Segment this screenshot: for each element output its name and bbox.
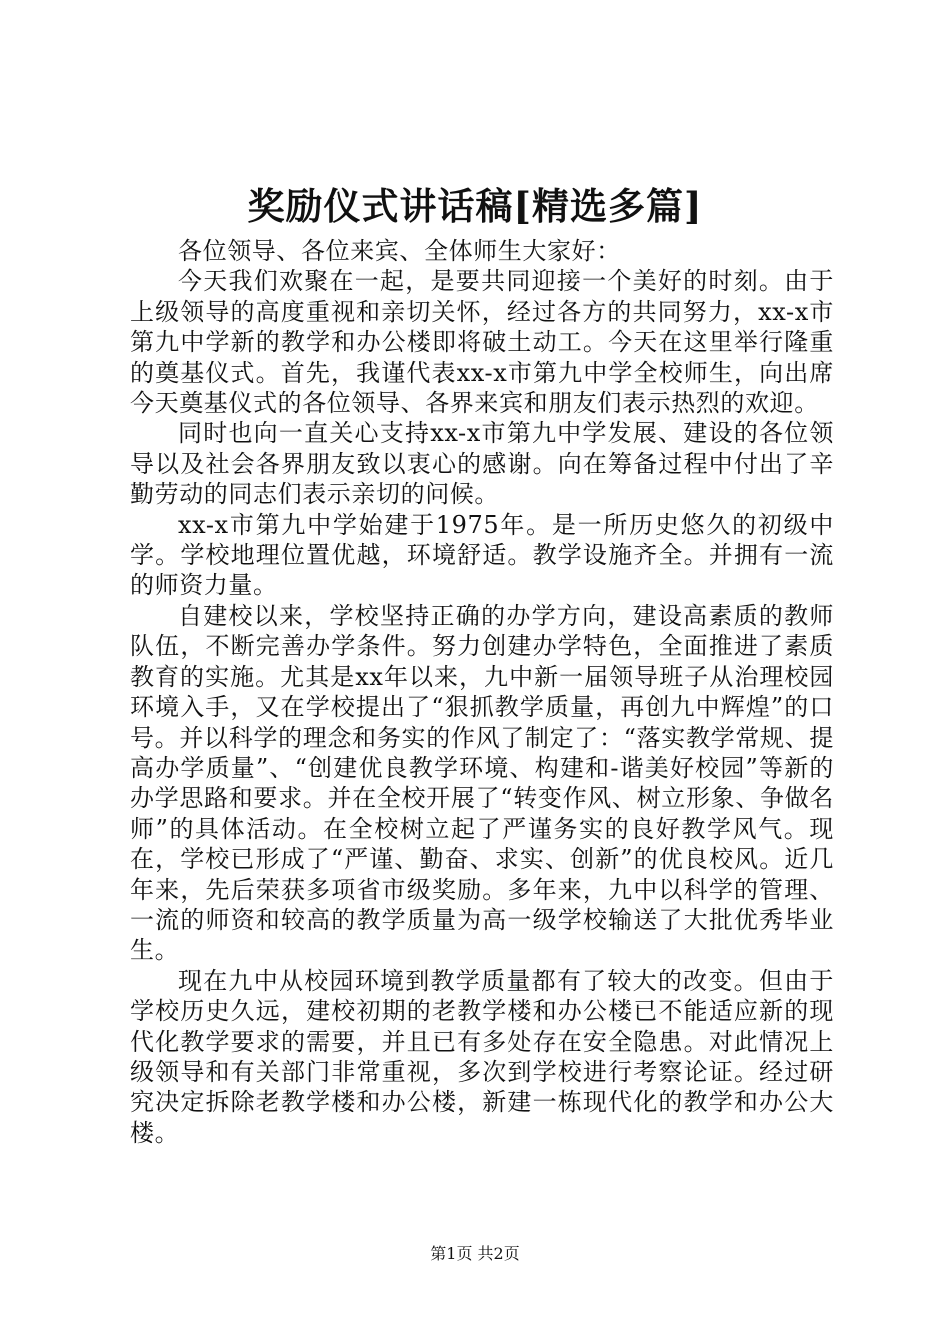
- page-number-footer: 第1页 共2页: [430, 1244, 520, 1263]
- paragraph-achievements: 自建校以来，学校坚持正确的办学方向，建设高素质的教师队伍，不断完善办学条件。努力创建办学特色，全面推进了素质教育的实施。尤其是xx年以来，九中新一届领导班子从治理校园环境入手，又在学校提出了“狠抓教学质量，再创九中辉煌”的口号。并以科学的理念和务实的作风了制定了：“落实教学常规、提高办学质量”、“创建优良教学环境、构建和-谐美好校园”等新的办学思路和要求。并在全校开展了“转变作风、树立形象、争做名师”的具体活动。在全校树立起了严谨务实的良好教学风气。现在，学校已形成了“严谨、勤奋、求实、创新”的优良校风。近几年来，先后荣获多项省市级奖励。多年来，九中以科学的管理、一流的师资和较高的教学质量为高一级学校输送了大批优秀毕业生。: [130, 601, 834, 965]
- paragraph-welcome: 今天我们欢聚在一起，是要共同迎接一个美好的时刻。由于上级领导的高度重视和亲切关怀，经过各方的共同努力，xx-x市第九中学新的教学和办公楼即将破土动工。今天在这里举行隆重的奠基仪式。首先，我谨代表xx-x市第九中学全校师生，向出席今天奠基仪式的各位领导、各界来宾和朋友们表示热烈的欢迎。: [130, 267, 834, 418]
- paragraph-greeting: 各位领导、各位来宾、全体师生大家好：: [178, 237, 621, 265]
- document-title: 奖励仪式讲话稿[精选多篇]: [247, 184, 703, 228]
- document-body: [130, 236, 834, 1148]
- paragraph-school-history: xx-x市第九中学始建于1975年。是一所历史悠久的初级中学。学校地理位置优越，环境舒适。教学设施齐全。并拥有一流的师资力量。: [130, 510, 834, 600]
- paragraph-new-building: 现在九中从校园环境到教学质量都有了较大的改变。但由于学校历史久远，建校初期的老教学楼和办公楼已不能适应新的现代化教学要求的需要，并且已有多处存在安全隐患。对此情况上级领导和有关部门非常重视，多次到学校进行考察论证。经过研究决定拆除老教学楼和办公楼，新建一栋现代化的教学和办公大楼。: [130, 966, 834, 1147]
- paragraph-thanks: 同时也向一直关心支持xx-x市第九中学发展、建设的各位领导以及社会各界朋友致以衷心的感谢。向在筹备过程中付出了辛勤劳动的同志们表示亲切的问候。: [130, 419, 834, 509]
